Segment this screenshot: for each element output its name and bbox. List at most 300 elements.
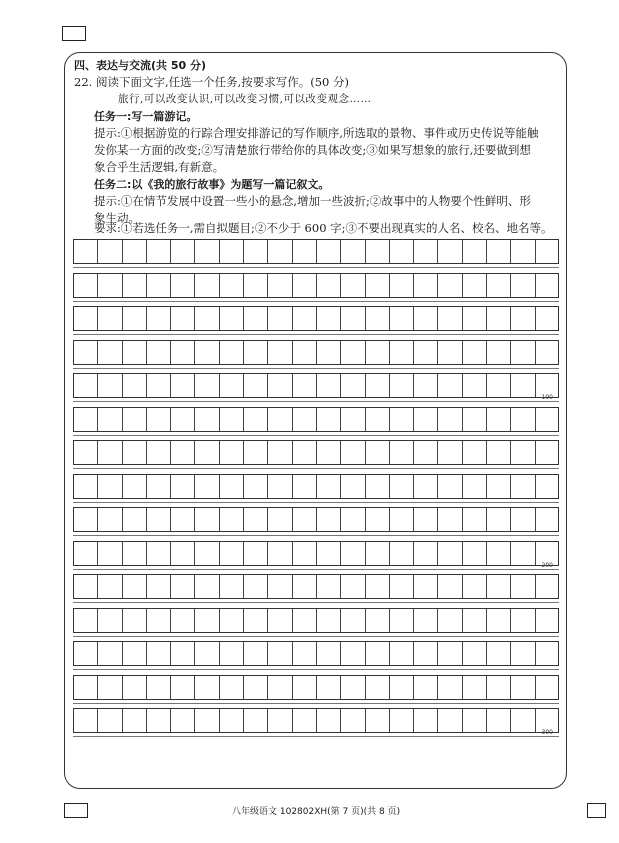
grid-cell[interactable]: [463, 709, 487, 732]
grid-cell[interactable]: [147, 676, 171, 699]
grid-cell[interactable]: [390, 408, 414, 431]
grid-cell[interactable]: [196, 609, 220, 632]
grid-cell[interactable]: [123, 374, 147, 397]
grid-cell[interactable]: [196, 441, 220, 464]
grid-cell[interactable]: [439, 274, 463, 297]
grid-cell[interactable]: [244, 609, 268, 632]
grid-cell[interactable]: [366, 408, 390, 431]
grid-cell[interactable]: [293, 508, 317, 531]
grid-cell[interactable]: [390, 542, 414, 565]
writing-grid[interactable]: [73, 239, 559, 769]
grid-cell[interactable]: [268, 709, 292, 732]
grid-cell[interactable]: [463, 341, 487, 364]
grid-cell[interactable]: [123, 642, 147, 665]
grid-cell[interactable]: [439, 642, 463, 665]
grid-cell[interactable]: [463, 676, 487, 699]
grid-cell[interactable]: [463, 441, 487, 464]
grid-cell[interactable]: [511, 408, 535, 431]
grid-cell[interactable]: [317, 475, 341, 498]
grid-cell[interactable]: [171, 542, 195, 565]
grid-cell[interactable]: [463, 642, 487, 665]
grid-cell[interactable]: [366, 475, 390, 498]
grid-cell[interactable]: [463, 307, 487, 330]
grid-cell[interactable]: [366, 274, 390, 297]
grid-cell[interactable]: [123, 240, 147, 263]
grid-cell[interactable]: [268, 508, 292, 531]
grid-cell[interactable]: [244, 441, 268, 464]
grid-cell[interactable]: [341, 408, 365, 431]
grid-cell[interactable]: [366, 575, 390, 598]
grid-cell[interactable]: [511, 341, 535, 364]
grid-cell[interactable]: [171, 341, 195, 364]
grid-cell[interactable]: [487, 374, 511, 397]
grid-cell[interactable]: [147, 341, 171, 364]
grid-row: [73, 541, 559, 566]
grid-cell[interactable]: [511, 542, 535, 565]
grid-cell[interactable]: [341, 508, 365, 531]
grid-cell[interactable]: [293, 374, 317, 397]
grid-cell[interactable]: [220, 609, 244, 632]
grid-cell[interactable]: [98, 475, 122, 498]
grid-cell[interactable]: [439, 408, 463, 431]
grid-cell[interactable]: [317, 374, 341, 397]
grid-cell[interactable]: [463, 575, 487, 598]
grid-cell[interactable]: [414, 441, 438, 464]
grid-cell[interactable]: [366, 542, 390, 565]
grid-row: [73, 407, 559, 432]
grid-cell[interactable]: [414, 709, 438, 732]
row-gap-line: [73, 267, 559, 268]
grid-cell[interactable]: [293, 441, 317, 464]
grid-cell[interactable]: [414, 609, 438, 632]
row-gap-line: [73, 669, 559, 670]
grid-cell[interactable]: [171, 676, 195, 699]
grid-cell[interactable]: [390, 508, 414, 531]
grid-cell[interactable]: [317, 274, 341, 297]
grid-cell[interactable]: [98, 676, 122, 699]
grid-cell[interactable]: [244, 709, 268, 732]
grid-cell[interactable]: [293, 475, 317, 498]
grid-cell[interactable]: [268, 575, 292, 598]
task1-tip-line: 提示:①根据游览的行踪合理安排游记的写作顺序,所选取的景物、事件或历史传说等能触: [94, 126, 539, 140]
grid-cell[interactable]: [487, 341, 511, 364]
grid-cell[interactable]: [147, 307, 171, 330]
grid-cell[interactable]: [511, 676, 535, 699]
grid-cell[interactable]: [171, 709, 195, 732]
grid-cell[interactable]: [98, 542, 122, 565]
grid-cell[interactable]: [147, 475, 171, 498]
grid-cell[interactable]: [317, 542, 341, 565]
grid-cell[interactable]: [171, 408, 195, 431]
grid-cell[interactable]: [171, 441, 195, 464]
grid-cell[interactable]: [123, 542, 147, 565]
grid-cell[interactable]: [317, 240, 341, 263]
grid-cell[interactable]: [74, 475, 98, 498]
page-footer: 八年级语文 102802XH(第 7 页)(共 8 页): [232, 807, 401, 817]
grid-cell[interactable]: [487, 240, 511, 263]
grid-cell[interactable]: [293, 575, 317, 598]
grid-cell[interactable]: [244, 307, 268, 330]
grid-cell[interactable]: [341, 240, 365, 263]
grid-cell[interactable]: [390, 642, 414, 665]
grid-cell[interactable]: [244, 676, 268, 699]
grid-cell[interactable]: [366, 341, 390, 364]
grid-cell[interactable]: [511, 307, 535, 330]
grid-cell[interactable]: [98, 274, 122, 297]
row-gap-line: [73, 334, 559, 335]
grid-cell[interactable]: [147, 441, 171, 464]
grid-cell[interactable]: [341, 341, 365, 364]
grid-cell[interactable]: [487, 676, 511, 699]
grid-cell[interactable]: [220, 374, 244, 397]
grid-cell[interactable]: [244, 341, 268, 364]
grid-cell[interactable]: [366, 642, 390, 665]
grid-cell[interactable]: [463, 374, 487, 397]
grid-cell[interactable]: [317, 408, 341, 431]
grid-cell[interactable]: [220, 642, 244, 665]
grid-cell[interactable]: [268, 408, 292, 431]
grid-cell[interactable]: [366, 307, 390, 330]
grid-cell[interactable]: [341, 274, 365, 297]
grid-row: [73, 608, 559, 633]
grid-cell[interactable]: [268, 642, 292, 665]
task1-tip-line: 象合乎生活逻辑,有新意。: [94, 160, 225, 174]
grid-cell[interactable]: [414, 274, 438, 297]
grid-cell[interactable]: [439, 709, 463, 732]
grid-cell[interactable]: [414, 475, 438, 498]
grid-cell[interactable]: [171, 240, 195, 263]
grid-cell[interactable]: [171, 642, 195, 665]
grid-cell[interactable]: [414, 676, 438, 699]
grid-cell[interactable]: [220, 240, 244, 263]
grid-cell[interactable]: [366, 508, 390, 531]
grid-cell[interactable]: [317, 508, 341, 531]
grid-cell[interactable]: [463, 609, 487, 632]
grid-cell[interactable]: [390, 676, 414, 699]
grid-cell[interactable]: [414, 374, 438, 397]
grid-cell[interactable]: [317, 709, 341, 732]
grid-cell[interactable]: [220, 307, 244, 330]
grid-cell[interactable]: [414, 575, 438, 598]
grid-cell[interactable]: [74, 575, 98, 598]
grid-cell[interactable]: [341, 374, 365, 397]
grid-cell[interactable]: [414, 508, 438, 531]
grid-cell[interactable]: [317, 676, 341, 699]
grid-cell[interactable]: [317, 307, 341, 330]
grid-cell[interactable]: [439, 307, 463, 330]
grid-cell[interactable]: [74, 676, 98, 699]
grid-cell[interactable]: [511, 575, 535, 598]
grid-cell[interactable]: [98, 609, 122, 632]
grid-cell[interactable]: [487, 475, 511, 498]
grid-cell[interactable]: [171, 609, 195, 632]
grid-cell[interactable]: [390, 374, 414, 397]
grid-cell[interactable]: [390, 307, 414, 330]
grid-cell[interactable]: [390, 609, 414, 632]
grid-cell[interactable]: [293, 240, 317, 263]
grid-cell[interactable]: [390, 575, 414, 598]
grid-cell[interactable]: [74, 307, 98, 330]
grid-cell[interactable]: [414, 307, 438, 330]
grid-cell[interactable]: [147, 374, 171, 397]
grid-cell[interactable]: [463, 508, 487, 531]
grid-cell[interactable]: [293, 609, 317, 632]
grid-cell[interactable]: [366, 609, 390, 632]
grid-cell[interactable]: [147, 575, 171, 598]
grid-cell[interactable]: [463, 240, 487, 263]
grid-cell[interactable]: [171, 475, 195, 498]
grid-cell[interactable]: [317, 575, 341, 598]
grid-cell[interactable]: [147, 709, 171, 732]
grid-cell[interactable]: [268, 475, 292, 498]
grid-cell[interactable]: [293, 642, 317, 665]
grid-cell[interactable]: [74, 341, 98, 364]
grid-cell[interactable]: [487, 642, 511, 665]
grid-cell[interactable]: [439, 374, 463, 397]
grid-cell[interactable]: [196, 307, 220, 330]
grid-cell[interactable]: [341, 542, 365, 565]
grid-cell[interactable]: [390, 441, 414, 464]
grid-cell[interactable]: [98, 374, 122, 397]
grid-cell[interactable]: [98, 642, 122, 665]
grid-cell[interactable]: [341, 676, 365, 699]
grid-cell[interactable]: [220, 408, 244, 431]
grid-cell[interactable]: [366, 441, 390, 464]
grid-cell[interactable]: [293, 341, 317, 364]
grid-cell[interactable]: [414, 341, 438, 364]
grid-cell[interactable]: [439, 508, 463, 531]
grid-cell[interactable]: [511, 642, 535, 665]
grid-cell[interactable]: [341, 642, 365, 665]
grid-cell[interactable]: [196, 374, 220, 397]
grid-cell[interactable]: [74, 408, 98, 431]
grid-cell[interactable]: [74, 374, 98, 397]
grid-cell[interactable]: [220, 475, 244, 498]
grid-cell[interactable]: [487, 609, 511, 632]
grid-cell[interactable]: [123, 341, 147, 364]
grid-cell[interactable]: [390, 475, 414, 498]
grid-cell[interactable]: [123, 441, 147, 464]
grid-cell[interactable]: [147, 542, 171, 565]
grid-cell[interactable]: [390, 274, 414, 297]
grid-cell[interactable]: [74, 441, 98, 464]
grid-cell[interactable]: [98, 307, 122, 330]
grid-cell[interactable]: [220, 441, 244, 464]
grid-cell[interactable]: [123, 709, 147, 732]
grid-cell[interactable]: [268, 609, 292, 632]
grid-cell[interactable]: [98, 508, 122, 531]
grid-cell[interactable]: [220, 508, 244, 531]
grid-cell[interactable]: [511, 240, 535, 263]
grid-cell[interactable]: [98, 240, 122, 263]
grid-cell[interactable]: [317, 642, 341, 665]
grid-cell[interactable]: [98, 341, 122, 364]
grid-cell[interactable]: [123, 274, 147, 297]
grid-cell[interactable]: [123, 508, 147, 531]
grid-cell[interactable]: [487, 709, 511, 732]
grid-cell[interactable]: [244, 642, 268, 665]
grid-cell[interactable]: [171, 508, 195, 531]
grid-cell[interactable]: [317, 441, 341, 464]
grid-cell[interactable]: [414, 542, 438, 565]
grid-cell[interactable]: [220, 274, 244, 297]
grid-cell[interactable]: [196, 475, 220, 498]
grid-cell[interactable]: [511, 475, 535, 498]
grid-cell[interactable]: [341, 441, 365, 464]
grid-cell[interactable]: [244, 542, 268, 565]
grid-cell[interactable]: [220, 676, 244, 699]
grid-cell[interactable]: [341, 609, 365, 632]
grid-cell[interactable]: [123, 408, 147, 431]
grid-cell[interactable]: [293, 542, 317, 565]
grid-cell[interactable]: [414, 642, 438, 665]
task1-tip-line: 发你某一方面的改变;②写清楚旅行带给你的具体改变;③如果写想象的旅行,还要做到想: [94, 143, 531, 157]
grid-cell[interactable]: [439, 676, 463, 699]
grid-cell[interactable]: [268, 274, 292, 297]
grid-cell[interactable]: [511, 274, 535, 297]
grid-cell[interactable]: [147, 240, 171, 263]
grid-cell[interactable]: [366, 709, 390, 732]
grid-cell[interactable]: [74, 709, 98, 732]
grid-row: [73, 675, 559, 700]
grid-cell[interactable]: [293, 676, 317, 699]
grid-cell[interactable]: [317, 609, 341, 632]
task1-title: 任务一:写一篇游记。: [94, 110, 198, 123]
grid-cell[interactable]: [244, 575, 268, 598]
grid-cell[interactable]: [147, 274, 171, 297]
grid-cell[interactable]: [74, 609, 98, 632]
grid-cell[interactable]: [244, 508, 268, 531]
grid-cell[interactable]: [463, 408, 487, 431]
grid-cell[interactable]: [196, 709, 220, 732]
grid-cell[interactable]: [268, 542, 292, 565]
grid-cell[interactable]: [244, 475, 268, 498]
grid-cell[interactable]: [414, 240, 438, 263]
grid-cell[interactable]: [123, 475, 147, 498]
grid-cell[interactable]: [366, 240, 390, 263]
grid-cell[interactable]: [366, 374, 390, 397]
grid-cell[interactable]: [439, 542, 463, 565]
grid-cell[interactable]: [487, 575, 511, 598]
grid-cell[interactable]: [341, 307, 365, 330]
grid-cell[interactable]: [511, 609, 535, 632]
grid-cell[interactable]: [220, 575, 244, 598]
grid-cell[interactable]: [439, 475, 463, 498]
grid-cell[interactable]: [196, 240, 220, 263]
grid-cell[interactable]: [293, 274, 317, 297]
grid-cell[interactable]: [74, 642, 98, 665]
grid-cell[interactable]: [220, 709, 244, 732]
grid-cell[interactable]: [244, 274, 268, 297]
grid-cell[interactable]: [123, 575, 147, 598]
grid-cell[interactable]: [220, 341, 244, 364]
grid-cell[interactable]: [147, 408, 171, 431]
row-gap-line: [73, 602, 559, 603]
grid-cell[interactable]: [463, 542, 487, 565]
grid-cell[interactable]: [74, 274, 98, 297]
grid-cell[interactable]: [487, 542, 511, 565]
grid-cell[interactable]: [196, 508, 220, 531]
grid-cell[interactable]: [268, 676, 292, 699]
grid-cell[interactable]: [341, 475, 365, 498]
grid-cell[interactable]: [341, 575, 365, 598]
grid-cell[interactable]: [147, 642, 171, 665]
grid-cell[interactable]: [414, 408, 438, 431]
grid-cell[interactable]: [74, 240, 98, 263]
grid-cell[interactable]: [123, 609, 147, 632]
grid-cell[interactable]: [366, 676, 390, 699]
grid-cell[interactable]: [196, 341, 220, 364]
grid-cell[interactable]: [196, 542, 220, 565]
grid-cell[interactable]: [390, 240, 414, 263]
grid-cell[interactable]: [463, 475, 487, 498]
grid-cell[interactable]: [196, 642, 220, 665]
grid-cell[interactable]: [293, 709, 317, 732]
grid-cell[interactable]: [196, 676, 220, 699]
grid-cell[interactable]: [74, 542, 98, 565]
grid-cell[interactable]: [268, 441, 292, 464]
grid-cell[interactable]: [439, 240, 463, 263]
grid-cell[interactable]: [220, 542, 244, 565]
grid-cell[interactable]: [511, 441, 535, 464]
grid-cell[interactable]: [171, 374, 195, 397]
grid-cell[interactable]: [487, 508, 511, 531]
grid-cell[interactable]: [98, 441, 122, 464]
grid-cell[interactable]: [439, 575, 463, 598]
grid-cell[interactable]: [487, 307, 511, 330]
grid-cell[interactable]: [147, 508, 171, 531]
grid-cell[interactable]: [268, 374, 292, 397]
grid-cell[interactable]: [196, 274, 220, 297]
grid-cell[interactable]: [293, 408, 317, 431]
grid-cell[interactable]: [487, 408, 511, 431]
grid-cell[interactable]: [511, 508, 535, 531]
grid-cell[interactable]: [196, 408, 220, 431]
grid-cell[interactable]: [439, 609, 463, 632]
grid-cell[interactable]: [511, 374, 535, 397]
grid-cell[interactable]: [268, 307, 292, 330]
grid-cell[interactable]: [147, 609, 171, 632]
grid-cell[interactable]: [98, 408, 122, 431]
grid-cell[interactable]: [390, 341, 414, 364]
grid-cell[interactable]: [98, 575, 122, 598]
grid-cell[interactable]: [487, 274, 511, 297]
grid-cell[interactable]: [511, 709, 535, 732]
grid-cell[interactable]: [123, 676, 147, 699]
grid-cell[interactable]: [463, 274, 487, 297]
grid-cell[interactable]: [341, 709, 365, 732]
grid-cell[interactable]: [244, 240, 268, 263]
grid-cell[interactable]: [171, 274, 195, 297]
grid-cell[interactable]: [171, 575, 195, 598]
grid-cell[interactable]: [171, 307, 195, 330]
grid-cell[interactable]: [317, 341, 341, 364]
grid-cell[interactable]: [390, 709, 414, 732]
grid-cell[interactable]: [244, 374, 268, 397]
grid-cell[interactable]: [439, 341, 463, 364]
grid-cell[interactable]: [123, 307, 147, 330]
grid-cell[interactable]: [196, 575, 220, 598]
grid-cell[interactable]: [268, 240, 292, 263]
grid-cell[interactable]: [244, 408, 268, 431]
grid-cell[interactable]: [268, 341, 292, 364]
grid-cell[interactable]: [487, 441, 511, 464]
grid-cell[interactable]: [74, 508, 98, 531]
grid-cell[interactable]: [293, 307, 317, 330]
grid-row: [73, 641, 559, 666]
grid-cell[interactable]: [98, 709, 122, 732]
grid-cell[interactable]: [439, 441, 463, 464]
